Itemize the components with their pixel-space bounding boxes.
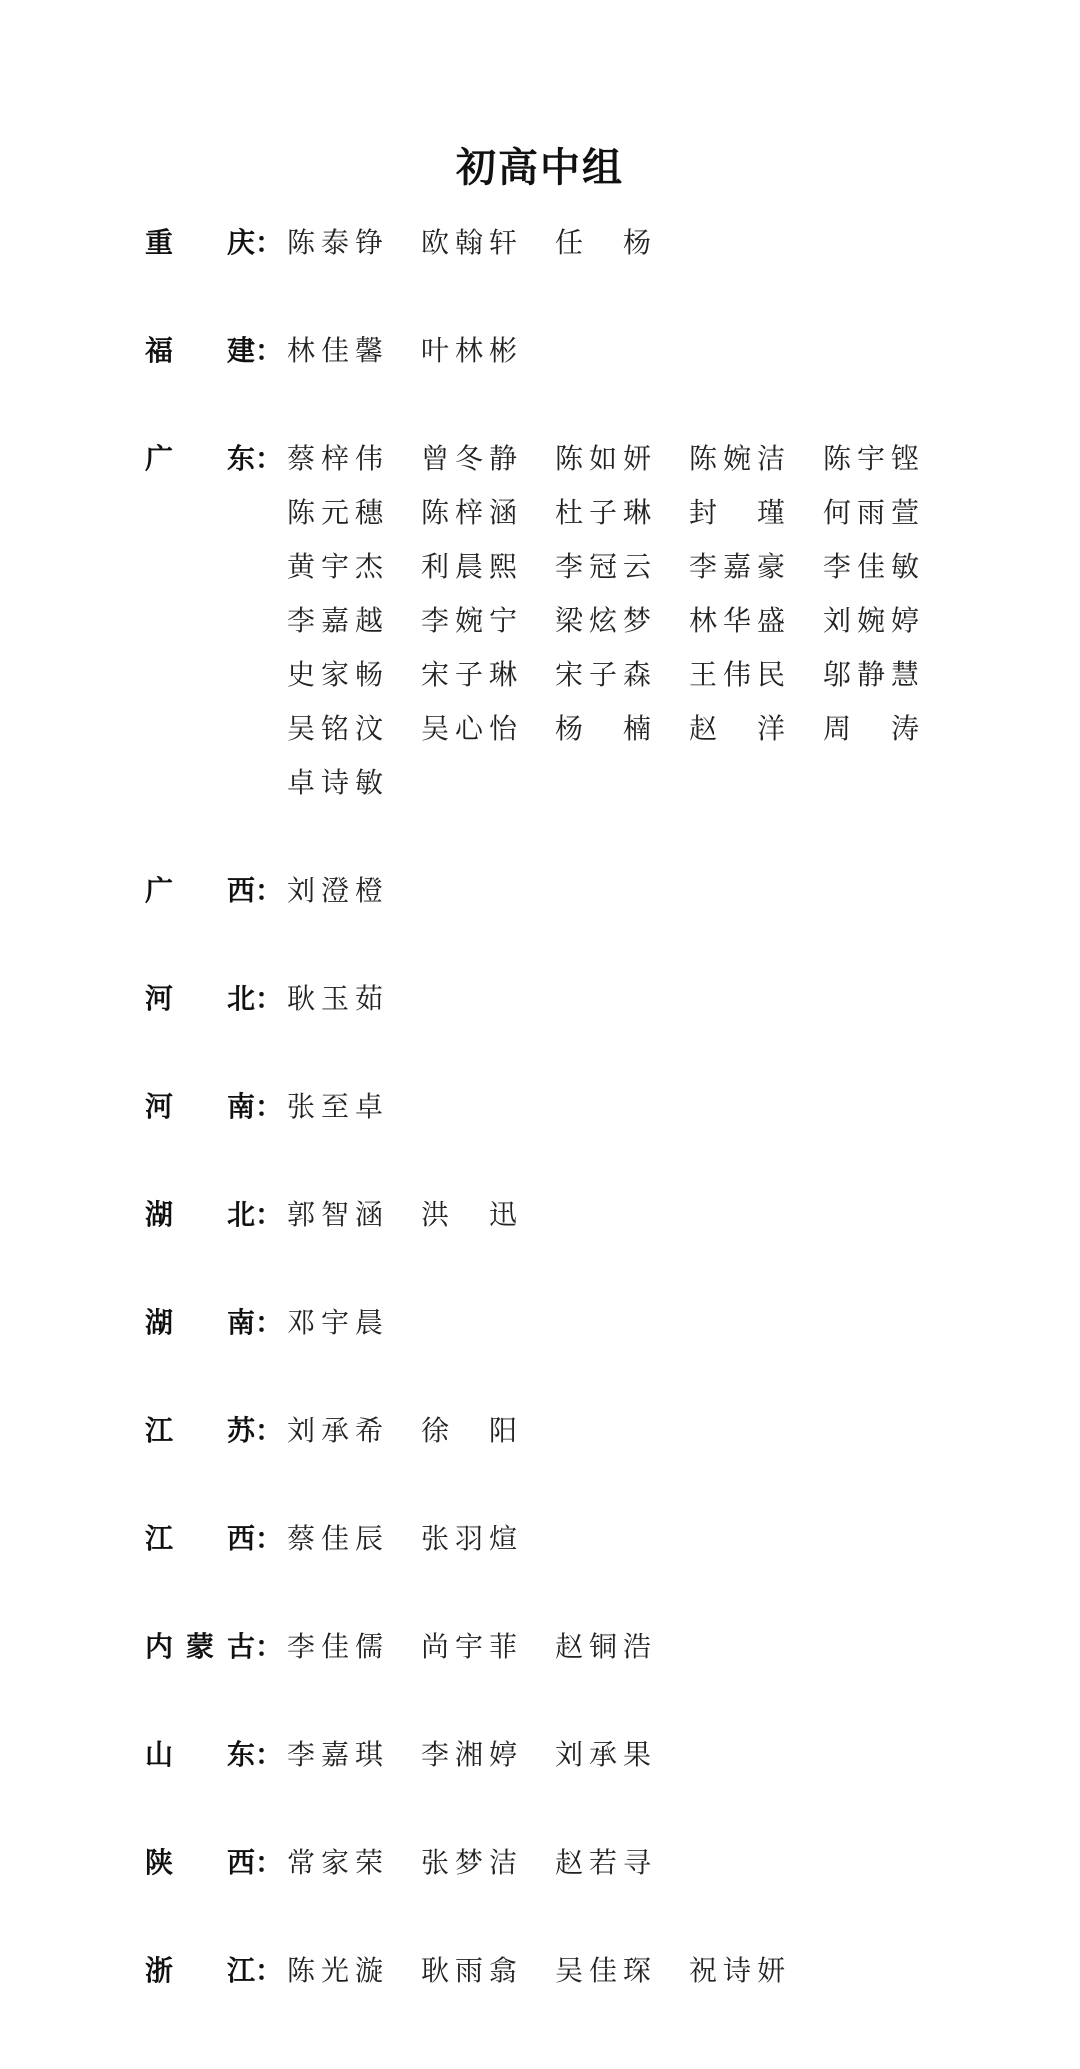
province-colon: ：	[255, 1954, 284, 1987]
student-name: 张至卓	[287, 1090, 383, 1123]
student-name: 杜子琳	[555, 496, 651, 529]
province-colon: ：	[255, 1522, 284, 1555]
province-group	[145, 1836, 1045, 1890]
student-name: 陈如妍	[555, 442, 651, 475]
student-name: 刘婉婷	[823, 604, 919, 637]
student-name-grid	[287, 1080, 957, 1134]
student-name: 李婉宁	[421, 604, 517, 637]
student-name: 赵若寻	[555, 1846, 651, 1879]
student-name-grid	[287, 1944, 957, 1998]
province-name: 重 庆	[145, 226, 255, 259]
province-colon: ：	[255, 982, 284, 1015]
student-name: 李佳儒	[287, 1630, 383, 1663]
province-colon: ：	[255, 442, 284, 475]
province-name: 江 西	[145, 1522, 255, 1555]
student-name: 陈宇铿	[823, 442, 919, 475]
student-name: 李湘婷	[421, 1738, 517, 1771]
province-colon: ：	[255, 1414, 284, 1447]
student-name: 祝诗妍	[689, 1954, 785, 1987]
province-name: 广 西	[145, 874, 255, 907]
student-name: 黄宇杰	[287, 550, 383, 583]
student-name: 蔡佳辰	[287, 1522, 383, 1555]
student-name: 何雨萱	[823, 496, 919, 529]
province-heading	[145, 324, 284, 378]
province-group	[145, 216, 1045, 270]
student-name: 吴心怡	[421, 712, 517, 745]
province-name: 内蒙古	[145, 1630, 255, 1663]
province-colon: ：	[255, 1198, 284, 1231]
student-name: 张羽煊	[421, 1522, 517, 1555]
province-heading	[145, 1944, 284, 1998]
student-name-grid	[287, 1296, 957, 1350]
student-name-grid	[287, 1404, 957, 1458]
province-name: 陕 西	[145, 1846, 255, 1879]
student-name-grid	[287, 972, 957, 1026]
student-name: 欧翰轩	[421, 226, 517, 259]
province-name: 广 东	[145, 442, 255, 475]
student-name: 林华盛	[689, 604, 785, 637]
student-name: 宋子琳	[421, 658, 517, 691]
student-name: 赵 洋	[689, 712, 785, 745]
province-group	[145, 1296, 1045, 1350]
province-colon: ：	[255, 334, 284, 367]
province-name: 湖 南	[145, 1306, 255, 1339]
province-group	[145, 1188, 1045, 1242]
student-name: 张梦洁	[421, 1846, 517, 1879]
province-group	[145, 1728, 1045, 1782]
province-name: 福 建	[145, 334, 255, 367]
student-name: 尚宇菲	[421, 1630, 517, 1663]
student-name-grid	[287, 324, 957, 378]
student-name-grid	[287, 1728, 957, 1782]
province-heading	[145, 1080, 284, 1134]
page-title: 初高中组	[456, 144, 624, 191]
province-heading	[145, 432, 284, 486]
province-colon: ：	[255, 226, 284, 259]
student-name: 陈光漩	[287, 1954, 383, 1987]
province-heading	[145, 1404, 284, 1458]
student-name-grid	[287, 864, 957, 918]
student-name-grid	[287, 1836, 957, 1890]
province-heading	[145, 1620, 284, 1674]
student-name: 宋子森	[555, 658, 651, 691]
student-name: 邬静慧	[823, 658, 919, 691]
province-group	[145, 1404, 1045, 1458]
student-name: 林佳馨	[287, 334, 383, 367]
province-heading	[145, 864, 284, 918]
student-name: 杨 楠	[555, 712, 651, 745]
province-group-list	[145, 216, 1045, 1998]
student-name: 任 杨	[555, 226, 651, 259]
student-name-grid	[287, 216, 957, 270]
province-colon: ：	[255, 1846, 284, 1879]
province-group	[145, 324, 1045, 378]
province-colon: ：	[255, 1090, 284, 1123]
province-heading	[145, 1512, 284, 1566]
province-colon: ：	[255, 1306, 284, 1339]
province-name: 江 苏	[145, 1414, 255, 1447]
student-name: 曾冬静	[421, 442, 517, 475]
student-name-grid	[287, 1620, 957, 1674]
student-name: 吴佳琛	[555, 1954, 651, 1987]
student-name: 耿雨翕	[421, 1954, 517, 1987]
student-name: 刘承希	[287, 1414, 383, 1447]
province-name: 河 北	[145, 982, 255, 1015]
student-name: 耿玉茹	[287, 982, 383, 1015]
student-name: 李嘉豪	[689, 550, 785, 583]
student-name: 陈泰铮	[287, 226, 383, 259]
province-heading	[145, 216, 284, 270]
student-name: 史家畅	[287, 658, 383, 691]
province-colon: ：	[255, 1630, 284, 1663]
province-name: 山 东	[145, 1738, 255, 1771]
province-group	[145, 1944, 1045, 1998]
province-colon: ：	[255, 874, 284, 907]
student-name: 封 瑾	[689, 496, 785, 529]
student-name: 周 涛	[823, 712, 919, 745]
province-heading	[145, 1728, 284, 1782]
province-group	[145, 972, 1045, 1026]
student-name: 李冠云	[555, 550, 651, 583]
student-name: 刘承果	[555, 1738, 651, 1771]
student-name: 陈婉洁	[689, 442, 785, 475]
province-colon: ：	[255, 1738, 284, 1771]
student-name: 叶林彬	[421, 334, 517, 367]
student-name: 卓诗敏	[287, 766, 383, 799]
student-name: 刘澄橙	[287, 874, 383, 907]
province-name: 湖 北	[145, 1198, 255, 1231]
province-heading	[145, 1836, 284, 1890]
student-name: 常家荣	[287, 1846, 383, 1879]
student-name: 李嘉越	[287, 604, 383, 637]
province-group	[145, 1620, 1045, 1674]
student-name: 陈梓涵	[421, 496, 517, 529]
student-name: 郭智涵	[287, 1198, 383, 1231]
student-name: 赵铜浩	[555, 1630, 651, 1663]
province-group	[145, 432, 1045, 810]
province-heading	[145, 1188, 284, 1242]
student-name: 梁炫梦	[555, 604, 651, 637]
province-name: 浙 江	[145, 1954, 255, 1987]
student-name-grid	[287, 1512, 957, 1566]
student-name: 吴铭汶	[287, 712, 383, 745]
student-name: 陈元穗	[287, 496, 383, 529]
province-group	[145, 864, 1045, 918]
student-name: 蔡梓伟	[287, 442, 383, 475]
province-group	[145, 1512, 1045, 1566]
student-name: 邓宇晨	[287, 1306, 383, 1339]
student-name: 徐 阳	[421, 1414, 517, 1447]
student-name-grid	[287, 432, 957, 810]
student-name: 王伟民	[689, 658, 785, 691]
student-name-grid	[287, 1188, 957, 1242]
province-heading	[145, 972, 284, 1026]
student-name: 洪 迅	[421, 1198, 517, 1231]
province-group	[145, 1080, 1045, 1134]
student-name: 李佳敏	[823, 550, 919, 583]
student-name: 利晨熙	[421, 550, 517, 583]
student-name: 李嘉琪	[287, 1738, 383, 1771]
province-name: 河 南	[145, 1090, 255, 1123]
province-heading	[145, 1296, 284, 1350]
